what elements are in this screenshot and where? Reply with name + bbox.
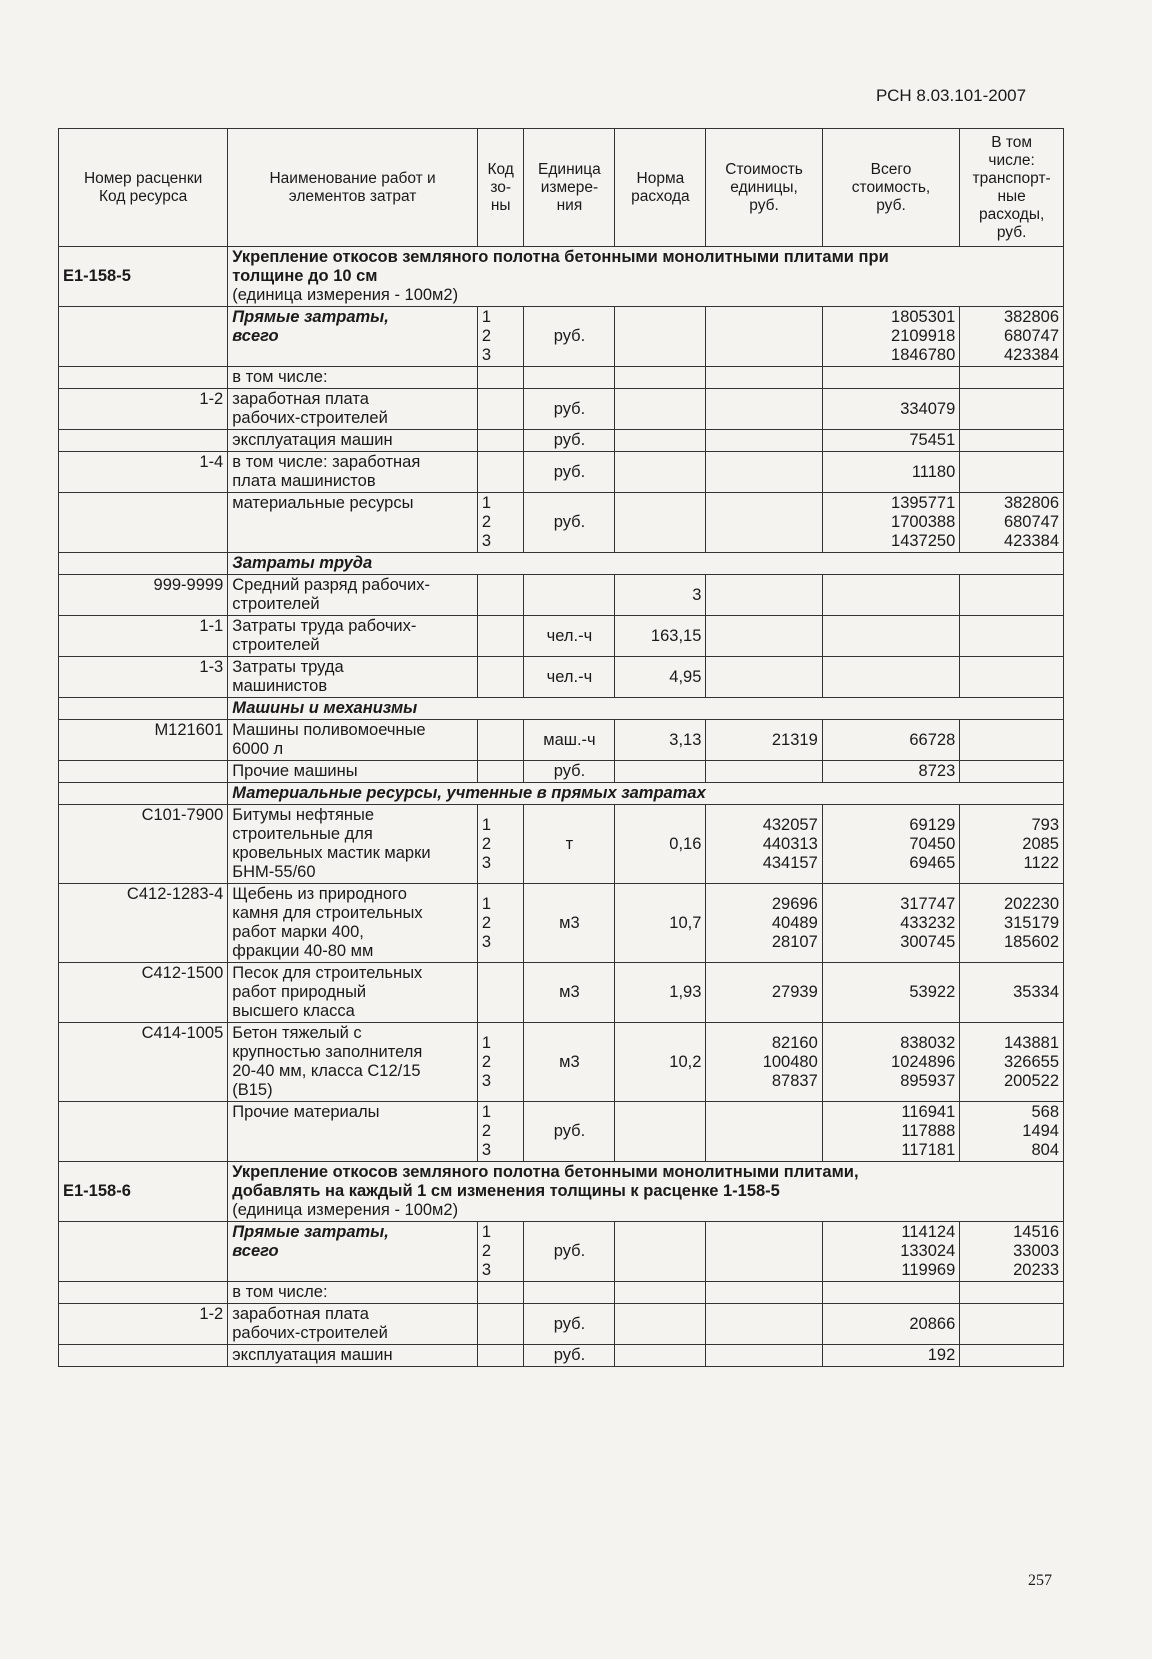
document-code: РСН 8.03.101-2007 [876, 86, 1027, 105]
norm: 4,95 [615, 657, 706, 698]
resource-code: 1-2 [59, 1304, 228, 1345]
norm: 3,13 [615, 720, 706, 761]
total-cost: 838032 1024896 895937 [822, 1023, 960, 1102]
section-title-row [59, 247, 1064, 307]
transport-cost: 14516 33003 20233 [960, 1222, 1064, 1282]
unit: руб. [524, 307, 615, 367]
rate-code: Е1-158-5 [59, 247, 228, 307]
total-cost: 1805301 2109918 1846780 [822, 307, 960, 367]
table-row [59, 963, 1064, 1023]
direct-costs-label: Прямые затраты, всего [228, 1222, 478, 1282]
machines-heading: Машины и механизмы [228, 698, 1064, 720]
item-name: Затраты труда машинистов [228, 657, 478, 698]
labor-heading: Затраты труда [228, 553, 1064, 575]
resource-code: С412-1500 [59, 963, 228, 1023]
section-title-row [59, 1162, 1064, 1222]
table-row [59, 805, 1064, 884]
resource-code: С412-1283-4 [59, 884, 228, 963]
total-cost: 75451 [822, 430, 960, 452]
zone-codes: 1 2 3 [477, 1023, 524, 1102]
unit: руб. [524, 430, 615, 452]
item-name: Щебень из природного камня для строительных работ марки 400, фракции 40-80 мм [228, 884, 478, 963]
table-row [59, 616, 1064, 657]
table-header-row [59, 129, 1064, 247]
resource-code: С101-7900 [59, 805, 228, 884]
norm: 1,93 [615, 963, 706, 1023]
table-row [59, 452, 1064, 493]
item-name: эксплуатация машин [228, 430, 478, 452]
zone-codes: 1 2 3 [477, 307, 524, 367]
unit-cost: 27939 [706, 963, 822, 1023]
unit: руб. [524, 1222, 615, 1282]
table-row [59, 307, 1064, 367]
table-row [59, 884, 1064, 963]
transport-cost: 793 2085 1122 [960, 805, 1064, 884]
item-name: в том числе: заработная плата машинистов [228, 452, 478, 493]
resource-code: 1-2 [59, 389, 228, 430]
unit: руб. [524, 761, 615, 783]
item-name: эксплуатация машин [228, 1345, 478, 1367]
unit: т [524, 805, 615, 884]
section-title-text: Укрепление откосов земляного полотна бетонными монолитными плитами, добавлять на каждый 1 см изменения толщины к расценке 1-158-5 [232, 1163, 859, 1200]
total-cost: 1395771 1700388 1437250 [822, 493, 960, 553]
table-row [59, 657, 1064, 698]
total-cost: 114124 133024 119969 [822, 1222, 960, 1282]
resource-code: М121601 [59, 720, 228, 761]
header-transport-cost: В том числе: транспорт- ные расходы, руб. [960, 129, 1064, 247]
unit: м3 [524, 963, 615, 1023]
table-row [59, 389, 1064, 430]
section-title [228, 247, 1064, 307]
header-total-cost: Всего стоимость, руб. [822, 129, 960, 247]
unit: руб. [524, 389, 615, 430]
unit: чел.-ч [524, 657, 615, 698]
norm: 0,16 [615, 805, 706, 884]
unit-cost: 82160 100480 87837 [706, 1023, 822, 1102]
header-unit-cost: Стоимость единицы, руб. [706, 129, 822, 247]
unit: маш.-ч [524, 720, 615, 761]
header-unit: Единица измере- ния [524, 129, 615, 247]
table-row [59, 761, 1064, 783]
resource-code: 1-1 [59, 616, 228, 657]
zone-codes: 1 2 3 [477, 1222, 524, 1282]
unit-cost: 432057 440313 434157 [706, 805, 822, 884]
unit: руб. [524, 1102, 615, 1162]
unit: м3 [524, 1023, 615, 1102]
norm: 163,15 [615, 616, 706, 657]
total-cost: 116941 117888 117181 [822, 1102, 960, 1162]
header-rate-number: Номер расценки Код ресурса [59, 129, 228, 247]
transport-cost: 143881 326655 200522 [960, 1023, 1064, 1102]
zone-codes: 1 2 3 [477, 493, 524, 553]
total-cost: 334079 [822, 389, 960, 430]
header-work-name: Наименование работ и элементов затрат [228, 129, 478, 247]
table-row [59, 367, 1064, 389]
including-label: в том числе: [228, 1282, 478, 1304]
item-name: материальные ресурсы [228, 493, 478, 553]
table-row [59, 1102, 1064, 1162]
item-name: Битумы нефтяные строительные для кровельных мастик марки БНМ-55/60 [228, 805, 478, 884]
transport-cost: 382806 680747 423384 [960, 307, 1064, 367]
section-title-text: Укрепление откосов земляного полотна бетонными монолитными плитами при толщине до 10 см [232, 248, 889, 285]
group-header-row [59, 698, 1064, 720]
table-row [59, 493, 1064, 553]
table-row [59, 1304, 1064, 1345]
table-row [59, 720, 1064, 761]
header-norm: Норма расхода [615, 129, 706, 247]
total-cost: 8723 [822, 761, 960, 783]
resource-code: 1-3 [59, 657, 228, 698]
transport-cost: 35334 [960, 963, 1064, 1023]
table-row [59, 430, 1064, 452]
unit-note: (единица измерения - 100м2) [232, 1201, 459, 1219]
unit: руб. [524, 493, 615, 553]
unit-cost: 21319 [706, 720, 822, 761]
group-header-row [59, 553, 1064, 575]
group-header-row [59, 783, 1064, 805]
unit: м3 [524, 884, 615, 963]
item-name: Песок для строительных работ природный высшего класса [228, 963, 478, 1023]
zone-codes: 1 2 3 [477, 805, 524, 884]
direct-costs-label: Прямые затраты, всего [228, 307, 478, 367]
total-cost: 69129 70450 69465 [822, 805, 960, 884]
norm: 3 [615, 575, 706, 616]
norm: 10,7 [615, 884, 706, 963]
total-cost: 20866 [822, 1304, 960, 1345]
norm: 10,2 [615, 1023, 706, 1102]
page-number: 257 [1028, 1572, 1052, 1589]
item-name: заработная плата рабочих-строителей [228, 1304, 478, 1345]
item-name: Средний разряд рабочих- строителей [228, 575, 478, 616]
unit-cost: 29696 40489 28107 [706, 884, 822, 963]
total-cost: 192 [822, 1345, 960, 1367]
unit: руб. [524, 452, 615, 493]
item-name: Затраты труда рабочих- строителей [228, 616, 478, 657]
transport-cost: 202230 315179 185602 [960, 884, 1064, 963]
item-name: Прочие машины [228, 761, 478, 783]
total-cost: 11180 [822, 452, 960, 493]
table-row [59, 1345, 1064, 1367]
table-row [59, 1023, 1064, 1102]
transport-cost: 382806 680747 423384 [960, 493, 1064, 553]
item-name: Машины поливомоечные 6000 л [228, 720, 478, 761]
total-cost: 53922 [822, 963, 960, 1023]
resource-code: С414-1005 [59, 1023, 228, 1102]
item-name: заработная плата рабочих-строителей [228, 389, 478, 430]
table-row [59, 1282, 1064, 1304]
header-zone-code: Код зо- ны [477, 129, 524, 247]
total-cost: 66728 [822, 720, 960, 761]
resource-code: 999-9999 [59, 575, 228, 616]
total-cost: 317747 433232 300745 [822, 884, 960, 963]
section-title [228, 1162, 1064, 1222]
unit: чел.-ч [524, 616, 615, 657]
including-label: в том числе: [228, 367, 478, 389]
materials-heading: Материальные ресурсы, учтенные в прямых затратах [228, 783, 1064, 805]
unit: руб. [524, 1345, 615, 1367]
table-row [59, 575, 1064, 616]
zone-codes: 1 2 3 [477, 1102, 524, 1162]
rates-table [58, 128, 1064, 1367]
item-name: Бетон тяжелый с крупностью заполнителя 20-40 мм, класса С12/15 (В15) [228, 1023, 478, 1102]
unit-note: (единица измерения - 100м2) [232, 286, 459, 304]
table-row [59, 1222, 1064, 1282]
unit: руб. [524, 1304, 615, 1345]
item-name: Прочие материалы [228, 1102, 478, 1162]
rate-code: Е1-158-6 [59, 1162, 228, 1222]
resource-code: 1-4 [59, 452, 228, 493]
transport-cost: 568 1494 804 [960, 1102, 1064, 1162]
zone-codes: 1 2 3 [477, 884, 524, 963]
